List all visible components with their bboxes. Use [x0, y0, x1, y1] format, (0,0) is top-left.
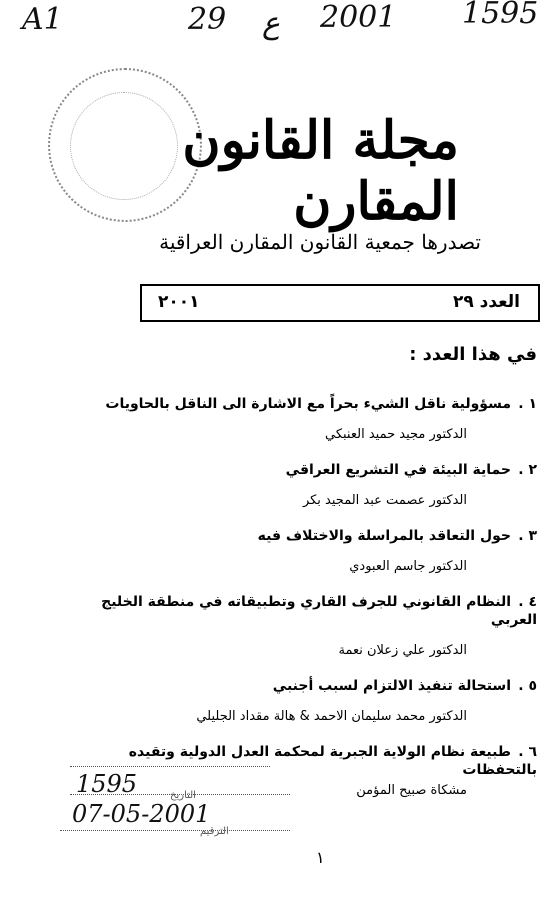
handwritten-serial: 1595: [462, 0, 539, 31]
stamp-handwritten-number: 1595: [76, 770, 138, 798]
stamp-seq-label: الترقيم: [200, 826, 229, 837]
toc-num: ٥ .: [518, 678, 537, 694]
toc-num: ٣ .: [518, 528, 537, 544]
toc-item-2: [97, 461, 537, 509]
toc-num: ٦ .: [518, 744, 537, 760]
toc-num: ٤ .: [518, 594, 537, 610]
toc-author: الدكتور علي زعلان نعمة: [338, 643, 467, 658]
handwritten-letter: ع: [262, 6, 280, 41]
toc-author: مشكاة صبيح المؤمن: [356, 783, 467, 798]
table-of-contents: [97, 395, 537, 799]
journal-title: مجلة القانون المقارن: [182, 110, 459, 232]
toc-item-3: [97, 527, 537, 575]
toc-author: الدكتور محمد سليمان الاحمد & هالة مقداد الجليلي: [196, 709, 467, 724]
toc-item-1: [97, 395, 537, 443]
toc-author: الدكتور عصمت عبد المجيد بكر: [302, 493, 467, 508]
toc-title: طبيعة نظام الولاية الجبرية لمحكمة العدل الدولية وتقيده بالتحفظات: [128, 744, 537, 778]
handwritten-ref-code: A1: [22, 2, 63, 37]
handwritten-header: [0, 0, 559, 50]
toc-author: الدكتور جاسم العبودي: [349, 559, 467, 574]
issue-label: العدد ٢٩: [452, 292, 520, 312]
toc-author: الدكتور مجيد حميد العنبكي: [324, 427, 467, 442]
toc-num: ١ .: [518, 396, 537, 412]
issue-box: [140, 284, 540, 322]
toc-title: النظام القانوني للجرف القاري وتطبيقاته في منطقة الخليج العربي: [101, 594, 537, 628]
stamp-handwritten-date: 07-05-2001: [72, 800, 211, 828]
contents-heading: في هذا العدد :: [409, 344, 537, 365]
toc-num: ٢ .: [518, 462, 537, 478]
page-number: ١: [316, 848, 325, 867]
toc-title: مسؤولية ناقل الشيء بحراً مع الاشارة الى الناقل بالحاويات: [105, 396, 511, 412]
handwritten-issue-number: 29: [188, 2, 227, 37]
issue-year: ٢٠٠١: [158, 292, 200, 312]
toc-item-5: [97, 677, 537, 725]
toc-title: استحالة تنفيذ الالتزام لسبب أجنبي: [272, 678, 511, 694]
toc-title: حماية البيئة في التشريع العراقي: [285, 462, 511, 478]
journal-subtitle: تصدرها جمعية القانون المقارن العراقية: [159, 230, 481, 254]
toc-title: حول التعاقد بالمراسلة والاختلاف فيه: [257, 528, 511, 544]
stamp-date-label: التاريخ: [170, 790, 196, 801]
handwritten-year: 2001: [320, 0, 397, 35]
toc-item-4: [97, 593, 537, 659]
